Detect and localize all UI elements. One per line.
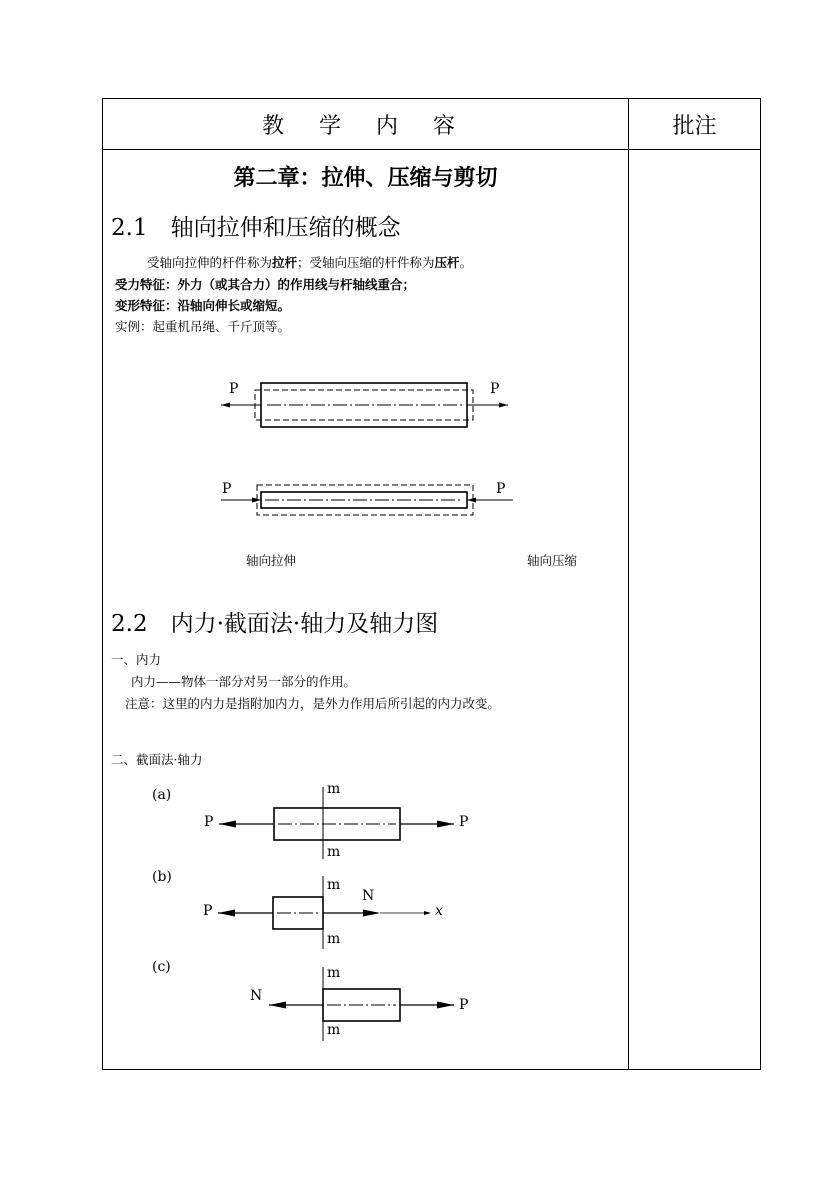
section-label-a-bottom: m [327,844,341,860]
figure-label-a: (a) [152,787,172,803]
lesson-table [102,98,761,1070]
section-1-line-3: 变形特征：沿轴向伸长或缩短。 [115,298,291,313]
x-axis-arrow [380,911,431,915]
content-column-header: 教 学 内 容 [262,113,469,139]
section-1-line-4: 实例：起重机吊绳、千斤顶等。 [115,319,291,334]
section-1-heading: 2.1 轴向拉伸和压缩的概念 [111,215,401,241]
section-label-c-top: m [327,965,341,981]
section-label-c-bottom: m [327,1022,341,1038]
internal-force-definition: 内力——物体一部分对另一部分的作用。 [131,674,357,689]
text-run: 。 [459,255,473,270]
header-divider [103,149,760,150]
compression-left-arrow [221,498,261,503]
internal-force-title: 一、内力 [111,652,162,667]
force-label-b-left: P [203,903,213,919]
bar-a-right-arrow [400,821,454,828]
compression-left-force-label: P [222,481,232,497]
notes-column-header: 批注 [672,113,717,139]
bar-a-left-arrow [219,821,274,828]
tension-right-force-label: P [490,381,500,397]
chapter-title: 第二章：拉伸、压缩与剪切 [233,165,498,191]
bar-c-right-arrow [400,1002,454,1009]
section-method-title: 二、截面法·轴力 [111,752,203,767]
tension-caption: 轴向拉伸 [246,553,297,568]
section-1-line-1 [147,253,472,271]
section-label-b-bottom: m [327,931,341,947]
column-divider [628,99,629,1069]
axial-force-arrow [323,910,380,917]
section-label-b-top: m [327,877,341,893]
compression-caption: 轴向压缩 [527,553,578,568]
compression-right-force-label: P [496,481,506,497]
section-1-line-2: 受力特征：外力（或其合力）的作用线与杆轴线重合； [115,277,416,292]
compression-bar [257,485,473,515]
section-method-figure [103,779,628,1079]
text-run: 受轴向拉伸的杆件称为 [147,255,273,270]
force-label-a-right: P [459,814,469,830]
section-label-a-top: m [327,781,341,797]
bar-c-left-arrow [269,1002,323,1009]
bar-b-left-arrow [218,910,273,917]
figure-label-b: (b) [152,869,172,885]
section-2-heading: 2.2 内力·截面法·轴力及轴力图 [111,611,439,637]
axial-force-label-c: N [250,988,263,1004]
figure-label-c: (c) [152,959,171,975]
force-label-a-left: P [204,814,214,830]
text-run: ；受轴向压缩的杆件称为 [297,255,435,270]
internal-force-note: 注意：这里的内力是指附加内力，是外力作用后所引起的内力改变。 [125,696,501,711]
term-tension-bar: 拉杆 [272,255,298,270]
tension-compression-figure [103,359,628,559]
tension-left-force-label: P [229,381,239,397]
tension-bar [255,383,473,427]
term-compression-bar: 压杆 [434,255,460,270]
compression-right-arrow [467,498,513,503]
axial-force-label-b: N [362,888,375,904]
bar-b [273,876,323,949]
force-label-c-right: P [459,997,469,1013]
x-axis-label: x [435,903,443,919]
